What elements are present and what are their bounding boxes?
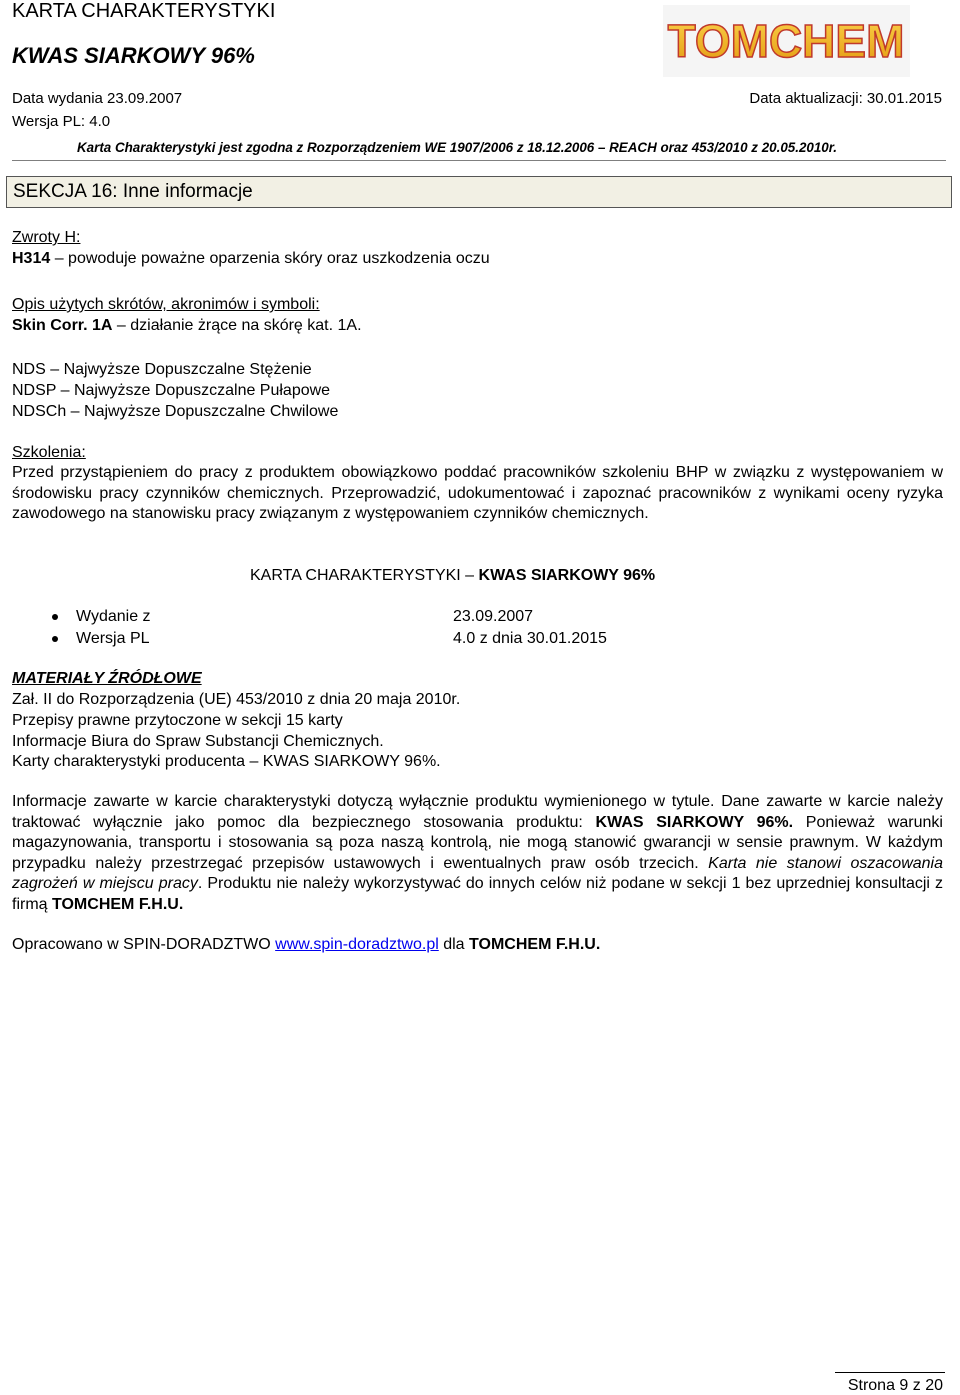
disclaimer-product: KWAS SIARKOWY 96%. [595,813,794,831]
version: Wersja PL: 4.0 [12,113,111,130]
disclaimer-italic: Karta nie stanowi oszacowania zagrożeń w miejscu pracy [12,854,944,892]
abbrev-heading: Opis użytych skrótów, akronimów i symboli: [12,296,320,313]
training-text: Przed przystąpieniem do pracy z produktem obowiązkowo poddać pracowników szkoleniu BHP w związku z występowaniem w środowisku pracy czynników chemicznych. Przeprowadzić, udokumentować i zapoznać pracowników z wynikami oceny ryzyka zawodowego na stanowisku pracy związanym z występowaniem czynników chemicznych. [12,464,943,522]
ndsch-line: NDSCh – Najwyższe Dopuszczalne Chwilowe [12,403,339,420]
bullet-label: Wydanie z [76,608,151,625]
tomchem-logo [663,5,910,77]
spin-doradztwo-link[interactable]: www.spin-doradztwo.pl [275,936,439,953]
bullet-dot [52,614,58,620]
disclaimer-paragraph [12,792,943,915]
card-line-prefix: KARTA CHARAKTERYSTYKI – [250,567,479,584]
prepared-mid: dla [438,936,470,953]
bullet-value: 23.09.2007 [453,608,534,625]
issue-date: Data wydania 23.09.2007 [12,90,183,107]
bullet-label: Wersja PL [76,630,150,647]
h314-code: H314 [12,250,51,267]
prepared-by-line [12,935,600,955]
skin-corr-text: – działanie żrące na skórę kat. 1A. [112,317,362,334]
regulation-note: Karta Charakterystyki jest zgodna z Rozporządzeniem WE 1907/2006 z 18.12.2006 – REACH oraz 453/2010 z 20.05.2010r. [77,140,837,155]
disclaimer-company: TOMCHEM F.H.U. [52,895,184,913]
card-line-product: KWAS SIARKOWY 96% [478,567,656,584]
source-item: Informacje Biura do Spraw Substancji Chemicznych. [12,733,384,750]
skin-corr-code: Skin Corr. 1A [12,317,113,334]
prepared-prefix: Opracowano w SPIN-DORADZTWO [12,936,276,953]
update-date: Data aktualizacji: 30.01.2015 [749,90,942,107]
footer-divider [835,1372,945,1373]
disclaimer-part: Ponieważ warunki magazynowania, transportu i stosowania są poza naszą kontrolą, nie mogą stanowić gwarancji w sensie prawnym. W każdym przypadku należy przestrzegać przepisów ustawowych i ewentualnych praw osób trzecich. [12,813,943,872]
page-number: Strona 9 z 20 [847,1377,943,1394]
h314-line [12,249,490,269]
ndsp-line: NDSP – Najwyższe Dopuszczalne Pułapowe [12,382,331,399]
h-phrases-heading: Zwroty H: [12,229,81,246]
section-title: SEKCJA 16: Inne informacje [6,176,952,208]
product-name: KWAS SIARKOWY 96% [12,43,255,68]
disclaimer-part: Informacje zawarte w karcie charakterystyki dotyczą wyłącznie produktu wymienionego w tytule. Dane zawarte w karcie należy traktować wyłącznie jako pomoc dla bezpiecznego stosowania produktu: [12,793,943,831]
prepared-company: TOMCHEM F.H.U. [469,936,601,953]
bullet-dot [52,636,58,642]
header-divider [12,160,946,161]
nds-line: NDS – Najwyższe Dopuszczalne Stężenie [12,361,312,378]
sources-heading: MATERIAŁY ŹRÓDŁOWE [12,670,202,687]
source-item: Zał. II do Rozporządzenia (UE) 453/2010 z dnia 20 maja 2010r. [12,691,461,708]
source-item: Przepisy prawne przytoczone w sekcji 15 karty [12,712,343,729]
bullet-value: 4.0 z dnia 30.01.2015 [453,630,607,647]
skin-corr-line [12,316,362,336]
disclaimer-part: . Produktu nie należy wykorzystywać do innych celów niż podane w sekcji 1 bez uprzedniej konsultacji z firmą [12,875,943,913]
source-item: Karty charakterystyki producenta – KWAS SIARKOWY 96%. [12,753,441,770]
card-line [250,566,655,586]
training-heading: Szkolenia: [12,444,86,461]
logo-text: TOMCHEM [667,15,905,67]
h314-text: – powoduje poważne oparzenia skóry oraz uszkodzenia oczu [50,250,490,267]
document-title: KARTA CHARAKTERYSTYKI [12,0,276,22]
